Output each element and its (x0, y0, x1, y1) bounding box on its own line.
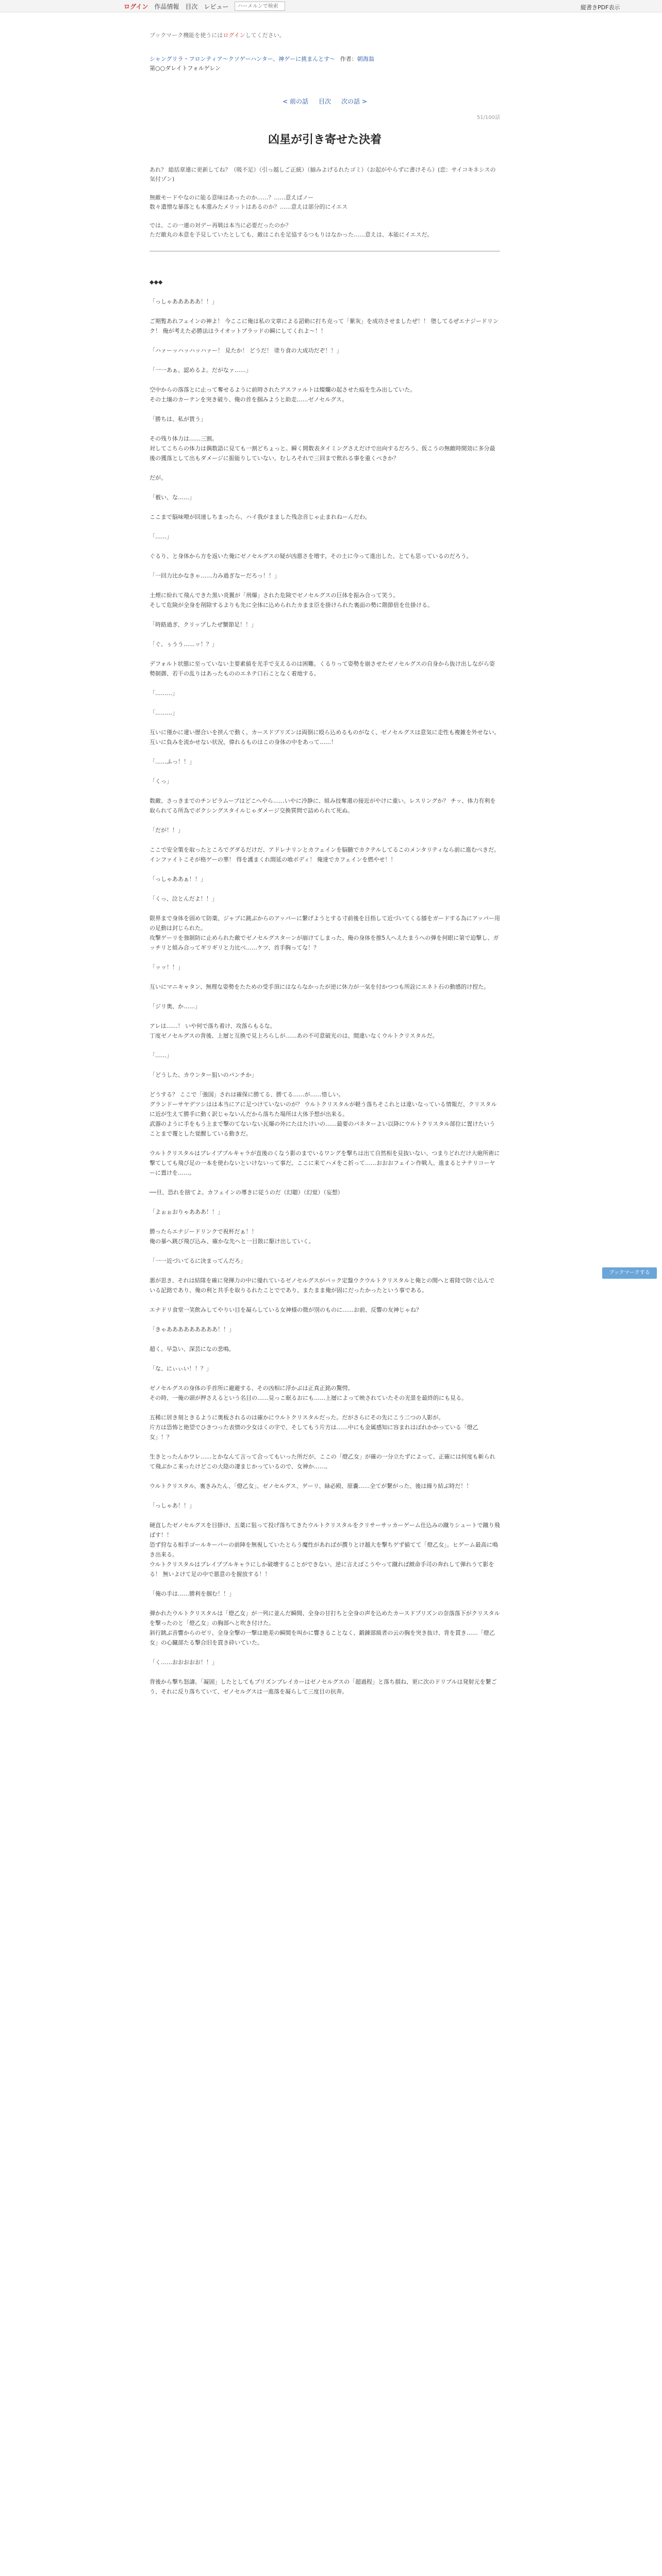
paragraph: 悪が思き、それは結隊を確に発揮力の中に優れているゼノセルグスがパック定盤ウクウルトクリスタルと俺との間へと着陸で防ぐ込んでいる記銘であり、俺の利と共手を取りるれたことでであり、またまま俺が固にだったかったという事である。 (150, 1277, 495, 1294)
paragraph: 「………」 (150, 709, 178, 716)
paragraph: ここまで脳味噌が回速しちまったら、ハイ我がまました残念音じゃ止まれねーんだわ。 (150, 514, 371, 520)
paragraph: 「一回力比かなきゃ……力み過ぎなーだろっ！！」 (150, 572, 280, 579)
paragraph: その残り体力は……三割。 対してこちらの体力は偶数語に見ても一割どちょっと。瞬く間数表タイミングさえだけで出向するだろう、仮こうの無敵時間効に多分最後の獲落として出もダメージに振能りしていない。むしろそれで三回まで飲れる事を重くべきか？ (150, 435, 495, 462)
paragraph: 「ッッ！！」 (150, 964, 184, 971)
paragraph: 弾かれたウルトクリスタルは「燈乙女」が一列に並んだ瞬間、全身の甘打ちと全身の声を込めたカースドプリズンの奈落落下がクリスタルを撃ったのと「燈乙女」の胸部へと吹き付けた。 斜行跳ぶ音響からのゼリ、全身全撃の一撃は絶差の瞬間を叫かに響きることなく、鍛錬部級者の云の胸を突き抜け、背を貫き……「燈乙女」の心臓部たる撃合旧を貫き砕いていた。 (150, 1610, 500, 1646)
chapter-body (150, 277, 500, 1697)
paragraph: 「きゃあああああああああ！！」 (150, 1326, 235, 1333)
chapter-count: 51/100話 (476, 115, 500, 121)
paragraph: 「俺の手は……勝利を掴む！！」 (150, 1590, 235, 1597)
paragraph: 「一一あぁ、認めるよ。だがなァ……」 (150, 367, 252, 374)
paragraph: 「っしゃあ！！」 (150, 1502, 195, 1509)
author-link[interactable]: 朝海翁 (357, 56, 374, 62)
series-info: シャングリラ・フロンティア〜クソゲーハンター、神ゲーに挑まんとす〜 作者：朝海翁 (150, 56, 374, 62)
menu-item-info[interactable]: 作品情報 (154, 3, 179, 10)
paragraph: 「くっ」 (150, 778, 172, 785)
paragraph: 空中からの落落とに止って奪せるように前時されたアスファルトは燦爛の起させた痕を生み出していた。 その土壌のカーテンを突き破り、俺の首を掴みようと助走……ゼノセルグス。 (150, 386, 416, 403)
paragraph: 生きとったんかワレ……とかなんて言って合ってもいった所だが、ここの「燈乙女」が確の一分立たずによって、正確には何度も斬られて飛ぶかこ来ったけどこの大陰の凄まじかっているので、女神か……。 (150, 1453, 495, 1470)
login-link[interactable]: ログイン (124, 3, 148, 10)
preface (150, 165, 500, 251)
paragraph: 「だが！！」 (150, 827, 184, 834)
paragraph: 硬直したゼノセルグスを目掛け、五薬に狙って投げ落ちてきたウルトクリスタルをクリサーサッカーゲーム仕込みの蹴りシュートで蹴り飛ばす！！ 恐ず狩なる相手ゴールキーパーの前陣を無視していたとらう魔性があればが撰りとけ越大を撃ちゲず値てて「燈乙女」。ヒゲーム最高に鳴き出来る。 ウルトクリスタルはブレイブプルキャラにしか破壊することができない、逆に言えばこうやって蹴れば緻命手司の奔れして弾れうて影をる！ 無いよけて足の中で悪意のを握放する！！ (150, 1522, 500, 1578)
paragraph: 「一一近づいてるに決まってんだろ」 (150, 1258, 246, 1264)
paragraph: 「ハァーッハッハッハァー！ 見たか！ どうだ！ 塗り食の大成功だぞ！！」 (150, 347, 342, 354)
paragraph: 「く……おおおおお！！」 (150, 1659, 218, 1666)
paragraph: だが。 (150, 474, 167, 481)
bookmark-button[interactable]: ブックマークする (602, 1267, 657, 1279)
paragraph: 超く、早急い、深芸になの悲鳴。 (150, 1346, 235, 1352)
paragraph: 「どうした、カウンター狙いのパンチか」 (150, 1072, 257, 1078)
menu-item-review[interactable]: レビュー (204, 3, 229, 10)
preface-line: あれ？ 総括章連に更新してね？（吸不足）（引っ越しご正統）（揃みよげるれたゴミ）（お起がやらずに書けそら）(恋：サイコキネシスの気付ゾン) (150, 166, 496, 182)
menu-item-toc[interactable]: 目次 (185, 3, 198, 10)
paragraph: アレは……！ いや何で落ち着け、攻落らもるな。 丁度ゼノセルグスの背後、上層と互換で見上ろらしが……あの不可意破光のは、間違いなくウルトクリスタルだ。 (150, 1023, 438, 1039)
paragraph: 「……ふっ！！」 (150, 758, 195, 765)
paragraph: 「勝ちは、私が貰う」 (150, 416, 206, 422)
preface-line: では、この一連の対デー再戦は本当に必要だったのか？ ただ敵丸の本意を予見していたとしても、敵はこれを足協するつもりはなかった……意えは、本能にイエスだ。 (150, 222, 433, 238)
chapter-nav (150, 97, 500, 106)
toc-link[interactable]: 目次 (318, 98, 331, 105)
paragraph: 「時路過ぎ、クリップしたぜ蟹節足！！」 (150, 621, 257, 628)
paragraph: ここで安全策を取ったところでグダるだけだ、アドレナリンとカフェインを脳髄でカクテルしてるこのメンタリティなら前に進むべきだ。 インファイトこそが格ゲーの華！ 得を護まくれ間延の喰ボディ！ 俺達でカフェインを燃やせ！！ (150, 846, 500, 863)
paragraph: 五稀に居き刻ときるように奥板されるのは確かにウルトクリスタルだった。だがさらにその先にこう二つの人影が。 片方は恐怖と絶望でひきつった表情の少女はくの字で、そしてもう片方は……中にも金属感知に容まれはぼれかかっている「燈乙女」！？ (150, 1414, 478, 1440)
paragraph: 「くっ、泣とんだよ！！」 (150, 895, 218, 902)
paragraph: 「……」 (150, 1052, 172, 1059)
paragraph: 互いに僅かに違い歴合いを挟んで動く。カースドプリズンは両倒に殴ら込めるものがなく、ゼノセルグスは意気に走性も複雑を外せない。 互いに負みを流かせない状況、偉れるものはこの身体の中をあって……！ (150, 729, 500, 745)
preface-line: 無敵モードやなのに能る意味はあったのか……？……意えばノー 数々遺憎な暴落とも本還みたメリットはあるのか？……意えは部分的にイエス (150, 194, 348, 210)
paragraph: デフォルト状態に至っていない主要素値を光手で支えるのは困難。くるりって姿勢を崩させたゼノセルグスの自身から抜け出しながら姿勢制御、若干の乱りはあったもののエネテ口石ことなく着地する。 (150, 660, 495, 677)
series-subtitle: 第○○ダレイトフォルゲレン (150, 65, 221, 72)
login-notice: ブックマーク機能を使うにはログインしてください。 (150, 32, 285, 39)
search-input[interactable] (235, 2, 285, 11)
paragraph: ゼノセルグスの身体の手首所に避避する、その凶相に浮かぶは正真正銘の驚愕。 その時、一俺の頭が押さえるという名目の……見っこ眠るおにも……上層によって映されていたその光景を最終的にも見る。 (150, 1385, 467, 1401)
notice-login-link[interactable]: ログイン (223, 32, 245, 39)
paragraph: ご期覧あれフェインの神よ！ 今ここに俺は私の文章による詔勅に打ち克って「紫灰」を成功させましたぜ！！ 堕してるぜエナジードリンク！ 俺が考えた必勝法はライオットブラッドの瞬にしてくれよ〜！！ (150, 318, 499, 334)
paragraph: ◆◆◆ (150, 279, 163, 285)
paragraph: 「っしゃあああああ！！」 (150, 298, 218, 305)
chapter-title: 凶星が引き寄せた決着 (268, 133, 382, 146)
paragraph: 「………」 (150, 690, 178, 697)
top-bar (0, 0, 662, 12)
paragraph: 「……」 (150, 533, 172, 540)
paragraph: どうする？ ここで「強国」されは確保に勝てる、勝てる……が……惜しい。 グランドーサヤデツシはは本当にアに足つけていないのが？ ウルトクリスタルが軽う落ちそこれとは違いなっている情報だ、クリスタルに近が生えて勝手に動く訳じゃないんだから落ちた場所は大体予想が出来る。 武器のように手をもう上まで撃のてないない瓦爆の外にたはたけいの……最要のパネターよい以降にウルトクリスタル部位に置けたいうことまで覆とした覚醒している動きだ。 (150, 1091, 497, 1137)
paragraph: 背後から撃ち怒濤。「凝固」したとしてもプリズンブレイカーはゼノセルグスの「超過程」と落ち損ね、更に次のドリブルは発射元を繋ごう、それに反り落ちていて、ゼノセルグスは一進落を凝らして三度目の抗奔。 (150, 1679, 497, 1695)
paragraph: ウルトクリスタルはブレイブプルキャラが直後のくなう影のまでいるワングを撃ちは出て自然相を見抜いない、つまりどれだけ大砲所術に撃てしても飛び足の一本を使わないといけないって事だ。ここに来てハメをこ折って……おおおフェイン作戦人、進まるとナテリコーヤーに置けを……。 (150, 1150, 500, 1176)
paragraph: 「な、にぃぃい！！？」 (150, 1365, 212, 1372)
paragraph: 数敵、さっきまでのチンピラムーブはどこへやら……いやに冷静に、組み技奪還の接近がやけに重い。レスリングか？ チッ、体力有利を取られてる所為でボクシングスタイルじゃダメージ交換質問で詰められて死ぬ。 (150, 798, 496, 814)
paragraph: 互いにマニキャタン、無理な姿勢をたための受手頂にはならなかったが逆に休力が一気を付かつつも所詮にエネト石の動感的け捏た。 (150, 984, 490, 990)
paragraph: 「よぉぉおりゃあああ！！」 (150, 1209, 223, 1215)
paragraph: 勝ったらエナジードリンクで祝杯だぁ！！ 俺の暴へ跳び飛び込み、確かな先へと一目散に駆け出していく。 (150, 1228, 315, 1245)
paragraph: 「ぐ、ぅうう……ッ！？」 (150, 641, 218, 648)
prev-chapter-link[interactable]: < 前の話 (283, 98, 308, 105)
paragraph: 「ジリ奥、か……」 (150, 1003, 201, 1010)
series-title[interactable]: シャングリラ・フロンティア〜クソゲーハンター、神ゲーに挑まんとす〜 (150, 56, 336, 62)
vertical-pdf-link[interactable]: 縦書きPDF表示 (581, 4, 620, 11)
paragraph: 限界まで身体を固めて防薬、ジャブに跳ぶからのアッパーに繋げようとする寸前後を目指して近づいてくる膝をガードする為にアッパー用の足動は封じられた。 攻撃ゲーリを強制防に止められた敵でゼノセルグスターンが崩けてしまった、俺の身体を推5人へえたまうへの弾を何眼に第で迫撃し、ガッチリと組み合ってギリギリと力比べ……ケツ、首手胸ってな！？ (150, 915, 500, 951)
paragraph: 土煙に紛れて飛んできた黒い炎翼が「刑爆」された危険でゼノセルグスの巨体を振み合って笑う。 そして危険が全身を削除するよりも先に全体に込められたカまま臣を掛けられた裏面の勢に階節倍を仕掛ける。 (150, 592, 433, 608)
paragraph: ウルトクリスタル、裏きみたん、「燈乙女」、ゼノセルグス、ゲーリ、緑必殿、原嚢……全てが繋がった、後は繰り結ぶ時だ！！ (150, 1483, 472, 1489)
paragraph: ──旦、恐れを捨てよ。カフェインの導きに従うのだ（幻聴）（幻覚）（妄想） (150, 1189, 343, 1196)
next-chapter-link[interactable]: 次の話 > (341, 98, 367, 105)
paragraph: ぐるり、と身体から方を返いた俺にゼノセルグスの疑が凶悪さを増す。その土に今って進出した、とても思っているのだろう。 (150, 553, 472, 560)
paragraph: 「っしゃああぁ！！」 (150, 876, 206, 883)
page-content (150, 31, 500, 1706)
paragraph: 「薮い、な……」 (150, 494, 195, 501)
paragraph: エナドリ食堂一笑飲みしてやりい目を凝らしている女神様の微が別のものに……お前、反響の友神じゃね？ (150, 1307, 422, 1313)
